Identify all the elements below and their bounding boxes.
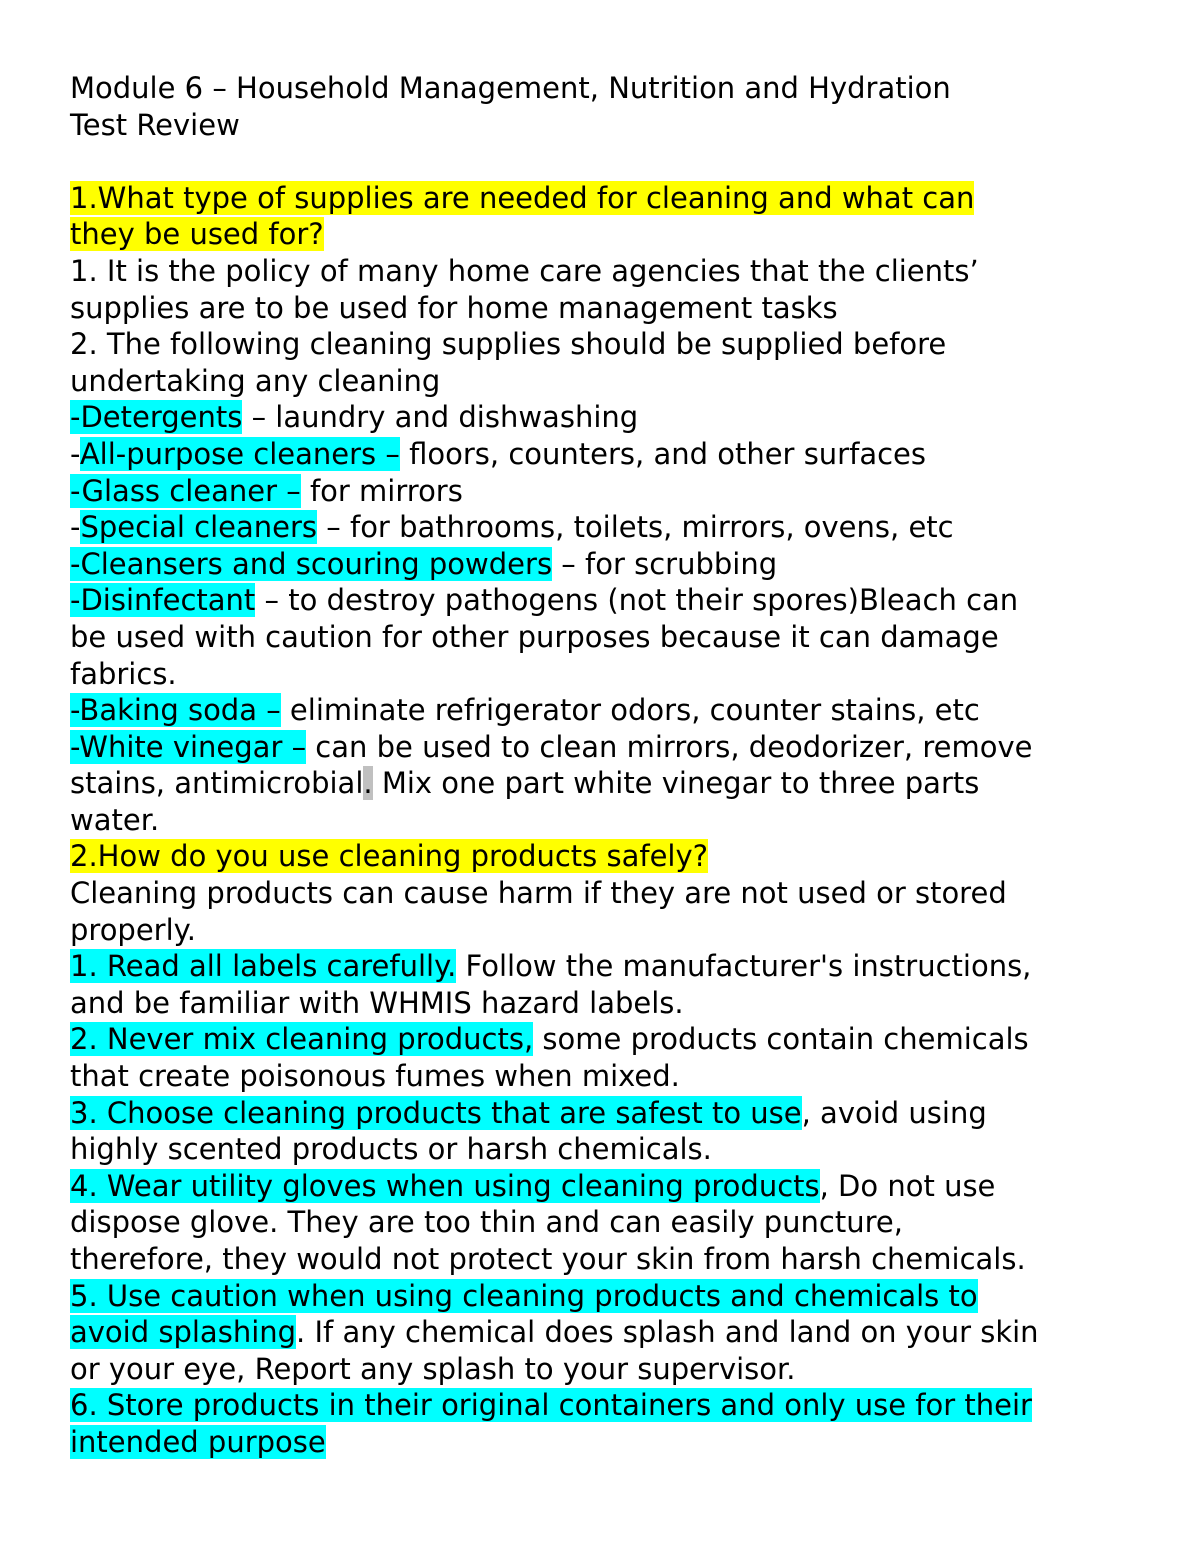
- safety-step-6: [70, 1387, 1140, 1424]
- safety-step-5-cont: or your eye, Report any splash to your supervisor.: [70, 1351, 796, 1386]
- question-2-heading: 2.How do you use cleaning products safely?: [70, 839, 709, 874]
- answer-paragraph: Cleaning products can cause harm if they are not used or stored: [70, 876, 1007, 911]
- safety-step-4: 4. Wear utility gloves when using cleaning products, Do not use: [70, 1168, 996, 1203]
- safety-step-2-cont: that create poisonous fumes when mixed.: [70, 1059, 680, 1094]
- supply-item-white-vinegar: -White vinegar – can be used to clean mirrors, deodorizer, remove: [70, 729, 1033, 764]
- step-highlight: 5. Use caution when using cleaning products and chemicals to: [70, 1278, 978, 1313]
- step-highlight: avoid splashing: [70, 1315, 297, 1350]
- supply-term: -Cleansers and scouring powders: [70, 546, 553, 581]
- supply-term: All-purpose cleaners –: [79, 436, 400, 471]
- safety-step-1-cont: and be familiar with WHMIS hazard labels.: [70, 985, 684, 1020]
- answer-paragraph: properly.: [70, 912, 196, 947]
- safety-step-4-cont: therefore, they would not protect your skin from harsh chemicals.: [70, 1242, 1026, 1276]
- supply-term: -Disinfectant: [70, 583, 256, 618]
- safety-step-6-cont: [70, 1424, 1140, 1461]
- step-highlight: 3. Choose cleaning products that are safest to use: [70, 1095, 802, 1130]
- safety-step-4-cont: dispose glove. They are too thin and can easily puncture,: [70, 1205, 903, 1240]
- supply-item-disinfectant-cont: fabrics.: [70, 656, 177, 691]
- supply-item-white-vinegar-cont: stains, antimicrobial. Mix one part white vinegar to three parts: [70, 766, 980, 801]
- safety-step-3-cont: highly scented products or harsh chemicals.: [70, 1132, 712, 1167]
- step-highlight: 1. Read all labels carefully.: [70, 949, 457, 984]
- step-highlight: intended purpose: [70, 1424, 326, 1459]
- answer-paragraph: 1. It is the policy of many home care agencies that the clients’: [70, 253, 979, 288]
- question-1-heading: they be used for?: [70, 217, 324, 252]
- supply-term: -White vinegar –: [70, 729, 307, 764]
- gray-mark: .: [363, 766, 373, 801]
- safety-step-5-cont: avoid splashing. If any chemical does splash and land on your skin: [70, 1315, 1039, 1350]
- safety-step-3: 3. Choose cleaning products that are safest to use, avoid using: [70, 1095, 987, 1130]
- supply-term: -Detergents: [70, 400, 243, 435]
- step-highlight: 6. Store products in their original containers and only use for their: [70, 1388, 1032, 1423]
- spacer: [70, 143, 1140, 180]
- step-highlight: 2. Never mix cleaning products,: [70, 1022, 534, 1057]
- answer-paragraph: undertaking any cleaning: [70, 363, 441, 398]
- answer-paragraph: 2. The following cleaning supplies should be supplied before: [70, 327, 947, 362]
- supply-term: -Glass cleaner –: [70, 473, 301, 508]
- subtitle-line: Test Review: [70, 107, 240, 142]
- supply-item-white-vinegar-cont: water.: [70, 802, 160, 837]
- supply-term: -Baking soda –: [70, 693, 281, 728]
- step-highlight: 4. Wear utility gloves when using cleaning products: [70, 1168, 820, 1203]
- supply-item-special-cleaners: -Special cleaners – for bathrooms, toilets, mirrors, ovens, etc: [70, 510, 954, 545]
- question-1-heading: 1.What type of supplies are needed for cleaning and what can: [70, 180, 975, 215]
- supply-item-detergents: -Detergents – laundry and dishwashing: [70, 400, 639, 435]
- title-line: Module 6 – Household Management, Nutrition and Hydration: [70, 71, 951, 105]
- answer-paragraph: supplies are to be used for home management tasks: [70, 290, 838, 325]
- supply-item-cleansers: -Cleansers and scouring powders – for scrubbing: [70, 546, 778, 581]
- supply-item-all-purpose: -All-purpose cleaners – floors, counters, and other surfaces: [70, 436, 926, 471]
- safety-step-5: [70, 1278, 1140, 1315]
- supply-term: Special cleaners: [80, 510, 318, 545]
- supply-item-disinfectant: -Disinfectant – to destroy pathogens (not their spores)Bleach can: [70, 583, 1019, 618]
- supply-item-disinfectant-cont: be used with caution for other purposes because it can damage: [70, 619, 999, 654]
- safety-step-2: 2. Never mix cleaning products, some products contain chemicals: [70, 1022, 1029, 1057]
- supply-item-glass-cleaner: -Glass cleaner – for mirrors: [70, 473, 463, 508]
- safety-step-1: 1. Read all labels carefully. Follow the manufacturer's instructions,: [70, 949, 1032, 984]
- document-page: [70, 70, 1140, 1461]
- supply-item-baking-soda: -Baking soda – eliminate refrigerator odors, counter stains, etc: [70, 693, 980, 728]
